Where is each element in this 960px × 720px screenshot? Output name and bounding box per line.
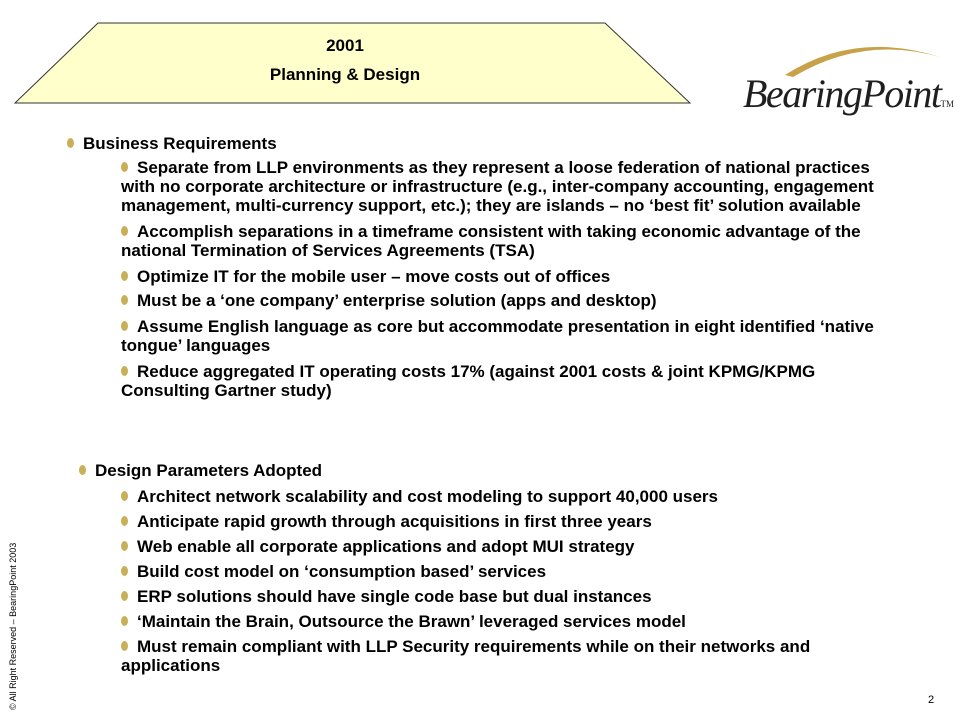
logo-wordmark: [743, 70, 954, 117]
list-item: [121, 291, 881, 310]
bullet-icon: [121, 366, 128, 376]
bullet-icon: [121, 641, 128, 651]
list-item: [121, 487, 881, 506]
bullet-icon: [121, 616, 128, 626]
logo-name: BearingPoint: [743, 71, 941, 116]
bullet-icon: [121, 226, 128, 236]
list-item-text: Build cost model on ‘consumption based’ services: [137, 562, 547, 581]
list-item: [121, 512, 881, 531]
list-item-text: Web enable all corporate applications and adopt MUI strategy: [137, 537, 635, 556]
list-item: [121, 637, 881, 675]
list-item: [121, 587, 881, 606]
bullet-icon: [79, 465, 86, 475]
bullet-icon: [121, 541, 128, 551]
bullet-icon: [121, 162, 128, 172]
list-item: [121, 537, 881, 556]
list-item: [121, 267, 881, 286]
list-item-text: Architect network scalability and cost modeling to support 40,000 users: [137, 487, 718, 506]
bullet-icon: [67, 138, 74, 148]
list-item: [121, 612, 881, 631]
bullet-icon: [121, 295, 128, 305]
bullet-icon: [121, 591, 128, 601]
list-item-text: Accomplish separations in a timeframe consistent with taking economic advantage of the national Termination of Services Agreements (TSA): [121, 222, 861, 260]
section-heading-design-parameters: [79, 460, 322, 481]
list-item-text: Optimize IT for the mobile user – move costs out of offices: [137, 267, 611, 286]
section-heading-business-requirements: [67, 133, 277, 154]
list-item: [121, 562, 881, 581]
banner-year: 2001: [326, 36, 364, 55]
section-heading-text: Design Parameters Adopted: [95, 461, 323, 480]
bullet-icon: [121, 321, 128, 331]
bullet-icon: [121, 271, 128, 281]
list-item: [121, 222, 881, 260]
list-item-text: ERP solutions should have single code base but dual instances: [137, 587, 652, 606]
list-item: [121, 158, 881, 215]
business-requirements-list: [121, 158, 881, 407]
list-item: [121, 317, 881, 355]
logo-tm: TM: [940, 99, 955, 109]
bullet-icon: [121, 491, 128, 501]
page-number: 2: [928, 694, 935, 706]
list-item-text: Must be a ‘one company’ enterprise solution (apps and desktop): [137, 291, 657, 310]
list-item-text: Separate from LLP environments as they represent a loose federation of national practices with no corporate architecture or infrastructure (e.g., inter-company accounting, engagement management, multi-currency support, etc.); they are islands – no ‘best fit’ solution available: [121, 158, 874, 215]
list-item-text: Anticipate rapid growth through acquisitions in first three years: [137, 512, 652, 531]
list-item-text: Must remain compliant with LLP Security requirements while on their networks and applications: [121, 637, 811, 675]
list-item: [121, 362, 881, 400]
copyright-notice: © All Right Reserved – BearingPoint 2003: [8, 542, 18, 710]
bullet-icon: [121, 516, 128, 526]
list-item-text: Reduce aggregated IT operating costs 17% (against 2001 costs & joint KPMG/KPMG Consulting Gartner study): [121, 362, 816, 400]
section-heading-text: Business Requirements: [83, 134, 277, 153]
design-parameters-list: [121, 487, 881, 681]
list-item-text: Assume English language as core but accommodate presentation in eight identified ‘native tongue’ languages: [121, 317, 874, 355]
list-item-text: ‘Maintain the Brain, Outsource the Brawn’ leveraged services model: [137, 612, 686, 631]
bullet-icon: [121, 566, 128, 576]
banner-subtitle: Planning & Design: [269, 65, 421, 84]
